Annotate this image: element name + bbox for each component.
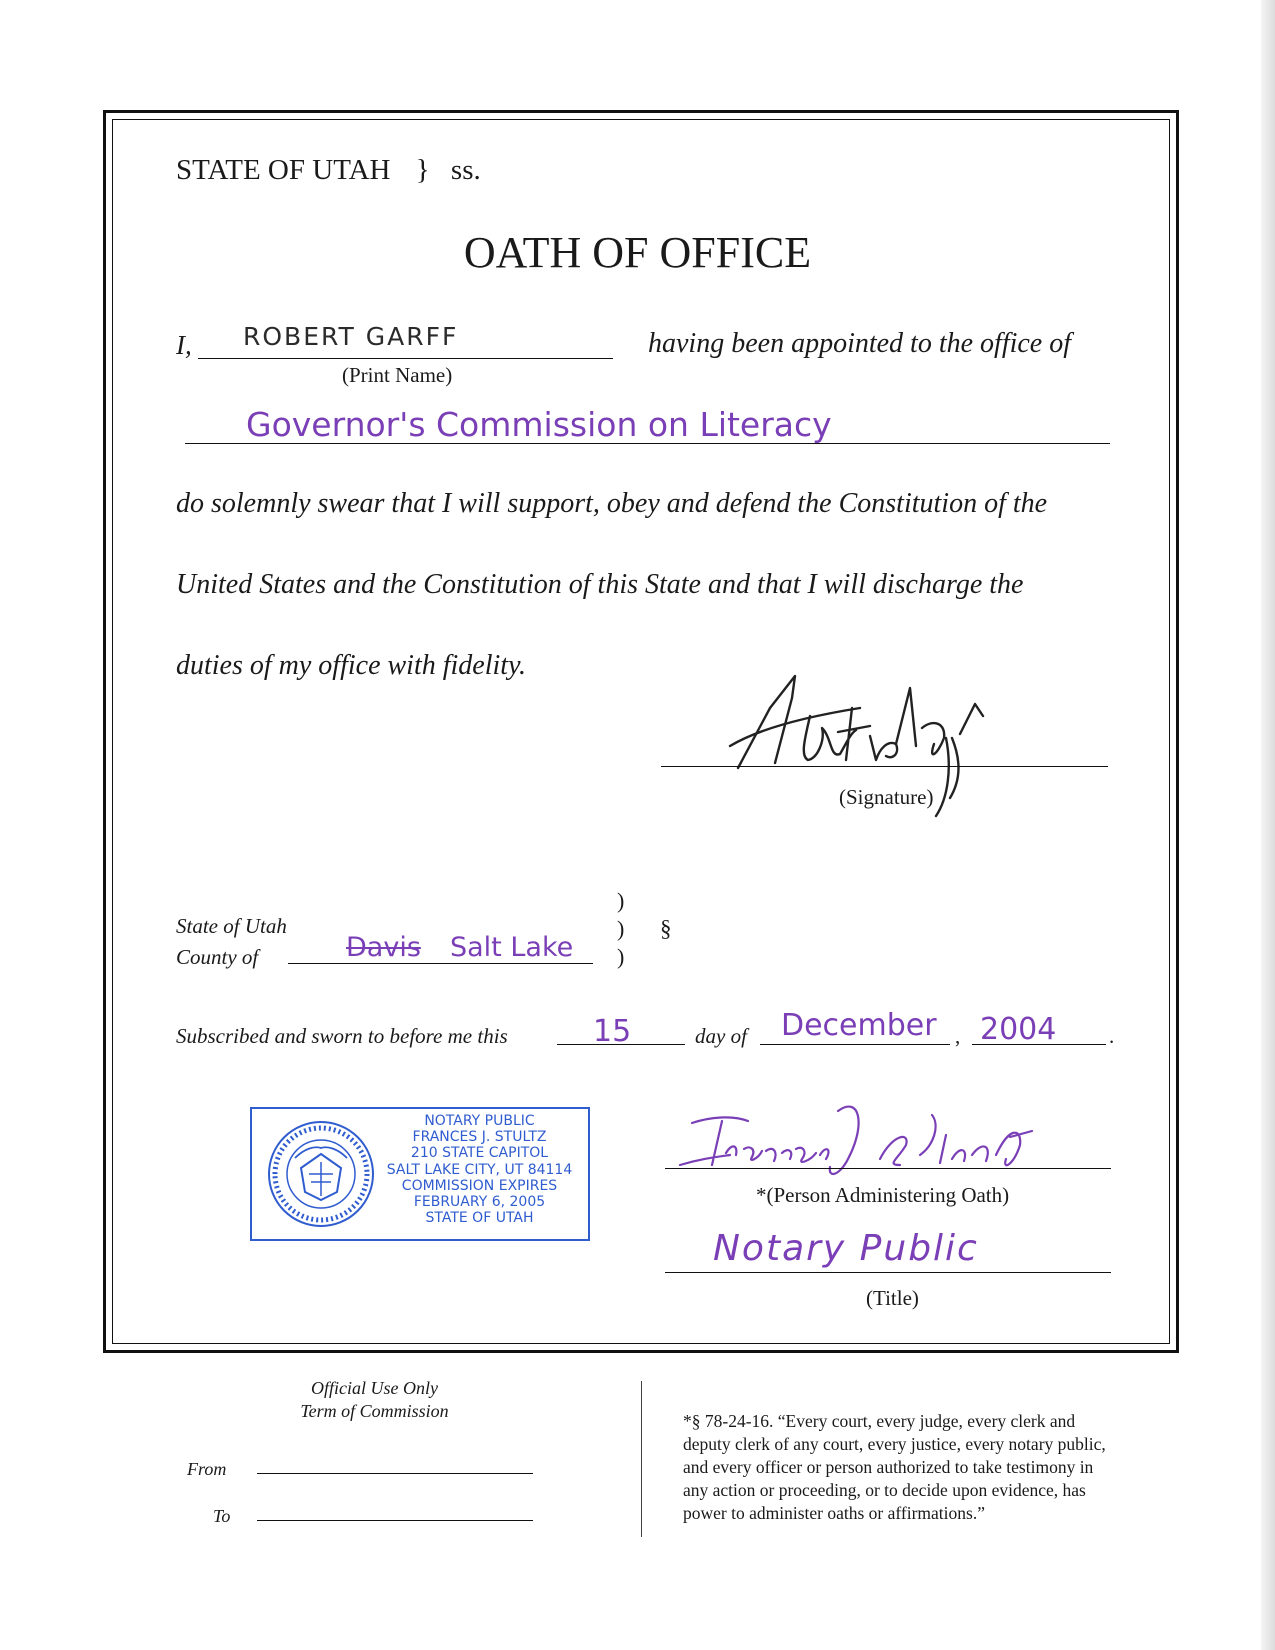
day-value: 15 bbox=[593, 1014, 632, 1049]
oath-text-line-3: duties of my office with fidelity. bbox=[176, 650, 526, 681]
statute-line-2: deputy clerk of any court, every justice, every notary public, bbox=[683, 1434, 1106, 1454]
term-of-commission-heading: Term of Commission bbox=[300, 1401, 449, 1421]
stamp-line-1: NOTARY PUBLIC bbox=[424, 1113, 535, 1129]
utah-state-seal bbox=[265, 1118, 377, 1230]
section-symbol: § bbox=[660, 916, 672, 941]
year-value: 2004 bbox=[980, 1012, 1057, 1047]
title-value: Notary Public bbox=[713, 1228, 979, 1269]
from-line bbox=[257, 1473, 533, 1474]
month-line bbox=[760, 1044, 950, 1045]
stamp-line-3: 210 STATE CAPITOL bbox=[410, 1145, 549, 1162]
footer-divider bbox=[641, 1381, 642, 1537]
name-line bbox=[198, 358, 613, 359]
stamp-line-7: STATE OF UTAH bbox=[425, 1210, 534, 1227]
ss-label: ss. bbox=[450, 154, 481, 186]
day-of-text: day of bbox=[695, 1024, 747, 1048]
administrator-signature-line bbox=[665, 1168, 1111, 1169]
notary-signature bbox=[670, 1095, 1090, 1185]
stamp-line-2: FRANCES J. STULTZ bbox=[412, 1129, 547, 1146]
venue-paren-3: ) bbox=[617, 944, 625, 969]
county-value: Salt Lake bbox=[450, 932, 574, 963]
statute-line-4: any action or proceeding, or to decide upon evidence, has bbox=[683, 1480, 1086, 1500]
administrator-caption: *(Person Administering Oath) bbox=[756, 1183, 1010, 1207]
brace: } bbox=[415, 154, 430, 186]
date-period: . bbox=[1109, 1024, 1115, 1048]
official-use-heading: Official Use Only bbox=[311, 1378, 438, 1398]
subscribed-text: Subscribed and sworn to before me this bbox=[176, 1024, 508, 1048]
having-text: having been appointed to the office of bbox=[648, 328, 1072, 359]
venue-paren-1: ) bbox=[617, 888, 625, 913]
from-label: From bbox=[187, 1459, 227, 1479]
state-heading bbox=[176, 154, 481, 187]
venue-state: State of Utah bbox=[176, 914, 287, 938]
statute-line-5: power to administer oaths or affirmations.” bbox=[683, 1503, 985, 1523]
oath-text-line-2: United States and the Constitution of this State and that I will discharge the bbox=[176, 569, 1024, 600]
notary-stamp-text bbox=[372, 1113, 587, 1226]
printed-name: ROBERT GARFF bbox=[243, 322, 459, 351]
print-name-caption: (Print Name) bbox=[342, 363, 453, 387]
statute-line-1: *§ 78-24-16. “Every court, every judge, every clerk and bbox=[683, 1411, 1076, 1431]
to-label: To bbox=[213, 1506, 231, 1526]
notary-stamp bbox=[250, 1107, 590, 1241]
stamp-line-5: COMMISSION EXPIRES bbox=[401, 1177, 558, 1194]
to-line bbox=[257, 1520, 533, 1521]
stamp-line-6: FEBRUARY 6, 2005 bbox=[413, 1194, 546, 1211]
county-label: County of bbox=[176, 945, 259, 969]
title-line bbox=[665, 1272, 1111, 1273]
date-comma: , bbox=[955, 1024, 961, 1048]
page-title: OATH OF OFFICE bbox=[463, 228, 812, 277]
state-label: STATE OF UTAH bbox=[176, 154, 391, 186]
title-caption: (Title) bbox=[866, 1286, 919, 1310]
signature-line bbox=[661, 766, 1108, 767]
county-struck-value: Davis bbox=[346, 932, 421, 963]
oath-text-line-1: do solemnly swear that I will support, obey and defend the Constitution of the bbox=[176, 488, 1048, 519]
office-name: Governor's Commission on Literacy bbox=[246, 405, 832, 444]
county-line bbox=[288, 963, 593, 964]
signature-caption: (Signature) bbox=[839, 785, 934, 809]
statute-line-3: and every officer or person authorized to take testimony in bbox=[683, 1457, 1094, 1477]
venue-paren-2: ) bbox=[617, 916, 625, 941]
month-value: December bbox=[781, 1008, 937, 1043]
statute-text bbox=[683, 1410, 1106, 1525]
i-prefix: I, bbox=[176, 330, 192, 360]
stamp-line-4: SALT LAKE CITY, UT 84114 bbox=[386, 1161, 573, 1178]
